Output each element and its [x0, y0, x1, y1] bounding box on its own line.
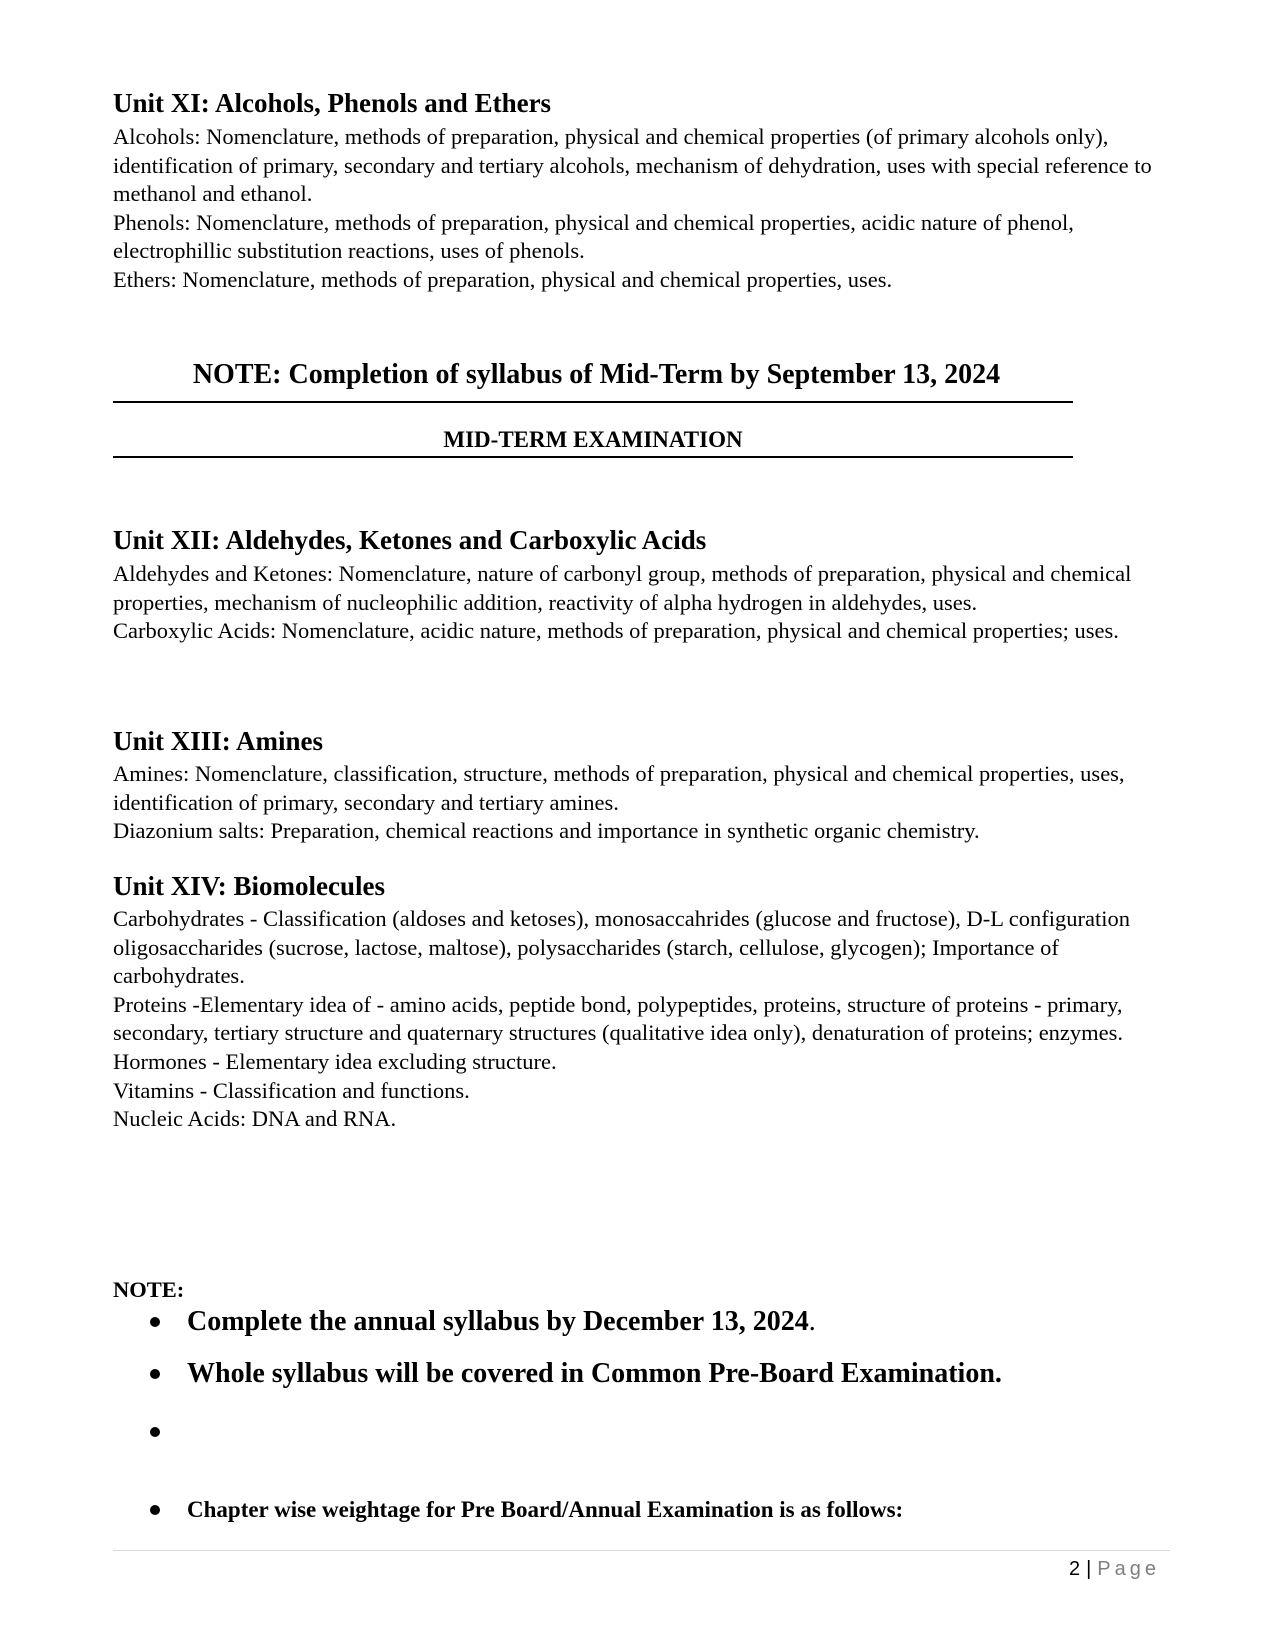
unit-xiv-title: Unit XIV: Biomolecules [113, 871, 386, 901]
note-bullet-2-text: Whole syllabus will be covered in Common Pre-Board Examination. [187, 1358, 1002, 1389]
unit-xi-alcohols: Alcohols: Nomenclature, methods of preparation, physical and chemical properties (of primary alcohols only), identification of primary, secondary and tertiary alcohols, mechanism of dehydration, uses with special reference to methanol and ethanol. [113, 124, 1152, 207]
bullet-icon [150, 1369, 160, 1379]
unit-xiv-nucleic-acids: Nucleic Acids: DNA and RNA. [113, 1106, 397, 1132]
unit-xiv-proteins: Proteins -Elementary idea of - amino acids, peptide bond, polypeptides, proteins, structure of proteins - primary, secondary, tertiary structure and quaternary structures (qualitative idea only), denaturation of proteins; enzymes. [113, 991, 1124, 1046]
footer-rule [113, 1550, 1170, 1551]
page-label: Page [1097, 1558, 1160, 1580]
unit-xiv-hormones: Hormones - Elementary idea excluding structure. [113, 1048, 557, 1074]
unit-xii-carboxylic: Carboxylic Acids: Nomenclature, acidic nature, methods of preparation, physical and chemical properties; uses. [113, 618, 1119, 644]
unit-xii-body [113, 560, 1173, 646]
note-bullet-1-text: Complete the annual syllabus by December 13, 2024. [187, 1306, 816, 1337]
unit-xiv-vitamins: Vitamins - Classification and functions. [113, 1077, 470, 1103]
bullet-icon [150, 1317, 160, 1327]
note-bullet-3 [150, 1427, 187, 1437]
unit-xi-title: Unit XI: Alcohols, Phenols and Ethers [113, 88, 552, 118]
unit-xi-phenols: Phenols: Nomenclature, methods of preparation, physical and chemical properties, acidic nature of phenol, electrophillic substitution reactions, uses of phenols. [113, 209, 1074, 264]
unit-xiii-title: Unit XIII: Amines [113, 726, 324, 756]
unit-xi-ethers: Ethers: Nomenclature, methods of preparation, physical and chemical properties, uses. [113, 266, 893, 292]
unit-xii-title: Unit XII: Aldehydes, Ketones and Carboxylic Acids [113, 525, 707, 555]
divider-top [113, 401, 1073, 403]
midterm-heading: MID-TERM EXAMINATION [443, 427, 743, 452]
unit-xiii-diazonium: Diazonium salts: Preparation, chemical reactions and importance in synthetic organic chemistry. [113, 818, 980, 844]
bullet-icon [150, 1427, 160, 1437]
note-bullet-2 [150, 1358, 1002, 1390]
unit-xii-aldehydes: Aldehydes and Ketones: Nomenclature, nature of carbonyl group, methods of preparation, physical and chemical properties, mechanism of nucleophilic addition, reactivity of alpha hydrogen in aldehydes, uses. [113, 561, 1132, 615]
bullet-icon [150, 1505, 160, 1515]
unit-xiii-body [113, 760, 1173, 846]
unit-xiv-carbohydrates: Carbohydrates - Classification (aldoses and ketoses), monosaccahrides (glucose and fructose), D-L configuration oligosaccharides (sucrose, lactose, maltose), polysaccharides (starch, cellulose, glycogen); Importance of carbohydrates. [113, 906, 1130, 989]
note-bullet-4-text: Chapter wise weightage for Pre Board/Annual Examination is as follows: [187, 1497, 904, 1522]
unit-xiv-body [113, 905, 1173, 1134]
final-note-label: NOTE: [113, 1277, 185, 1302]
page-footer [1069, 1556, 1160, 1582]
midterm-completion-note: NOTE: Completion of syllabus of Mid-Term by September 13, 2024 [192, 359, 1001, 390]
unit-xiii-amines: Amines: Nomenclature, classification, structure, methods of preparation, physical and chemical properties, uses, identification of primary, secondary and tertiary amines. [113, 761, 1125, 815]
note-bullet-4 [150, 1497, 903, 1523]
footer-separator: | [1086, 1558, 1092, 1580]
divider-bottom [113, 456, 1073, 458]
unit-xi-body [113, 123, 1173, 295]
note-bullet-1 [150, 1306, 816, 1338]
page-number: 2 [1068, 1558, 1081, 1580]
